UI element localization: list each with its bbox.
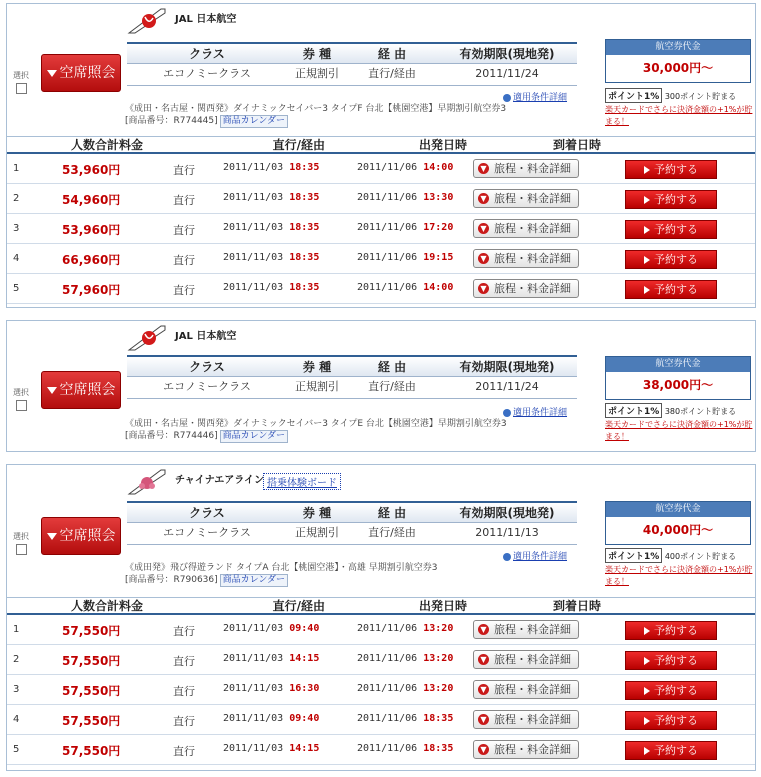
header-validity: 有効期限(現地発) <box>459 47 555 61</box>
airline-name: チャイナエアライン <box>175 475 264 486</box>
book-button-label: 予約する <box>654 744 698 757</box>
price-box-header: 航空券代金 <box>606 357 750 372</box>
arrow-circle-icon <box>503 553 511 561</box>
select-column <box>7 321 35 413</box>
row-index: 3 <box>13 684 20 695</box>
itinerary-detail-button[interactable] <box>473 249 579 268</box>
china-airlines-logo-icon <box>127 468 167 496</box>
airline-name: JAL 日本航空 <box>175 331 237 342</box>
fare-table-row <box>127 377 577 399</box>
book-button[interactable] <box>625 651 717 670</box>
fare-type: 正規割引 <box>295 67 339 80</box>
itinerary-detail-button[interactable] <box>473 710 579 729</box>
results-table <box>7 136 755 304</box>
itinerary-detail-label: 旅程・料金詳細 <box>494 162 571 175</box>
fare-table <box>127 355 577 399</box>
row-index: 2 <box>13 654 20 665</box>
product-title: 《成田・名古屋・関西発》ダイナミックセイバー3 タイプF 台北【桃園空港】早期割引航空券3 <box>125 104 507 114</box>
book-button[interactable] <box>625 621 717 640</box>
itinerary-detail-button[interactable] <box>473 189 579 208</box>
fare-table <box>127 501 577 545</box>
row-arrival: 2011/11/06 13:20 <box>357 683 454 694</box>
conditions-link-label: 適用条件詳細 <box>513 552 568 562</box>
down-arrow-icon: ▼ <box>478 253 489 264</box>
points-text: 300ポイント貯まる <box>664 92 737 101</box>
itinerary-detail-button[interactable] <box>473 620 579 639</box>
fare-table-row <box>127 64 577 86</box>
row-departure: 2011/11/03 14:15 <box>223 743 320 754</box>
book-button[interactable] <box>625 681 717 700</box>
flight-card <box>6 3 756 308</box>
product-title: 《成田・名古屋・関西発》ダイナミックセイバー3 タイプE 台北【桃園空港】早期割引航空券3 <box>125 419 507 429</box>
header-route-type: 直行/経由 <box>272 138 325 152</box>
row-departure: 2011/11/03 14:15 <box>223 653 320 664</box>
book-button-label: 予約する <box>654 654 698 667</box>
fare-table <box>127 42 577 86</box>
row-route: 直行 <box>173 745 195 758</box>
flight-card <box>6 320 756 452</box>
row-price: 57,550円 <box>62 714 121 728</box>
itinerary-detail-label: 旅程・料金詳細 <box>494 282 571 295</box>
header-class: クラス <box>189 360 225 374</box>
select-column <box>7 465 35 557</box>
fare-type: 正規割引 <box>295 380 339 393</box>
header-route: 経 由 <box>377 506 407 520</box>
price-value: 38,000円〜 <box>642 378 714 392</box>
itinerary-detail-label: 旅程・料金詳細 <box>494 683 571 696</box>
fare-class: エコノミークラス <box>163 526 251 539</box>
itinerary-detail-label: 旅程・料金詳細 <box>494 192 571 205</box>
row-route: 直行 <box>173 194 195 207</box>
arrow-circle-icon <box>503 94 511 102</box>
boarding-board-link[interactable]: 搭乗体験ボード <box>263 473 341 490</box>
itinerary-detail-button[interactable] <box>473 740 579 759</box>
row-departure: 2011/11/03 18:35 <box>223 222 320 233</box>
product-calendar-link[interactable]: 商品カレンダー <box>220 115 288 128</box>
price-box-header: 航空券代金 <box>606 502 750 517</box>
row-route: 直行 <box>173 625 195 638</box>
play-arrow-icon <box>644 717 650 725</box>
price-value: 40,000円〜 <box>642 523 714 537</box>
results-header <box>7 136 755 154</box>
results-table <box>7 597 755 765</box>
row-index: 1 <box>13 163 20 174</box>
select-label: 選択 <box>13 71 29 80</box>
points-badge: ポイント1% <box>605 548 662 563</box>
row-departure: 2011/11/03 18:35 <box>223 162 320 173</box>
play-arrow-icon <box>644 286 650 294</box>
header-route: 経 由 <box>377 360 407 374</box>
select-label: 選択 <box>13 532 29 541</box>
result-row <box>7 214 755 244</box>
book-button[interactable] <box>625 711 717 730</box>
fare-table-row <box>127 523 577 545</box>
product-calendar-link[interactable]: 商品カレンダー <box>220 574 288 587</box>
itinerary-detail-button[interactable] <box>473 279 579 298</box>
row-price: 57,960円 <box>62 283 121 297</box>
rakuten-card-link[interactable]: 楽天カードでさらに決済金額の+1%が貯まる！ <box>605 420 753 441</box>
result-row <box>7 645 755 675</box>
down-arrow-icon: ▼ <box>478 283 489 294</box>
dropdown-arrow-icon <box>47 387 57 394</box>
header-type: 券 種 <box>302 506 332 520</box>
header-total-price: 人数合計料金 <box>70 138 143 152</box>
down-arrow-icon: ▼ <box>478 193 489 204</box>
fare-table-header <box>127 501 577 523</box>
points-badge: ポイント1% <box>605 88 662 103</box>
fare-table-header <box>127 42 577 64</box>
row-departure: 2011/11/03 09:40 <box>223 623 320 634</box>
row-arrival: 2011/11/06 14:00 <box>357 162 454 173</box>
select-label: 選択 <box>13 388 29 397</box>
itinerary-detail-label: 旅程・料金詳細 <box>494 653 571 666</box>
price-box <box>605 39 751 83</box>
header-class: クラス <box>189 506 225 520</box>
header-validity: 有効期限(現地発) <box>459 506 555 520</box>
itinerary-detail-button[interactable] <box>473 219 579 238</box>
price-box-header: 航空券代金 <box>606 40 750 55</box>
down-arrow-icon: ▼ <box>478 714 489 725</box>
seat-inquiry-button[interactable] <box>41 371 121 409</box>
row-departure: 2011/11/03 18:35 <box>223 252 320 263</box>
points-info <box>605 403 736 418</box>
header-class: クラス <box>189 47 225 61</box>
row-price: 53,960円 <box>62 163 121 177</box>
row-arrival: 2011/11/06 13:20 <box>357 623 454 634</box>
down-arrow-icon: ▼ <box>478 223 489 234</box>
row-arrival: 2011/11/06 18:35 <box>357 713 454 724</box>
row-arrival: 2011/11/06 13:20 <box>357 653 454 664</box>
book-button-label: 予約する <box>654 253 698 266</box>
book-button-label: 予約する <box>654 624 698 637</box>
row-price: 57,550円 <box>62 744 121 758</box>
book-button-label: 予約する <box>654 684 698 697</box>
select-checkbox[interactable] <box>16 400 27 411</box>
result-row <box>7 615 755 645</box>
fare-route: 直行/経由 <box>368 67 416 80</box>
result-row <box>7 244 755 274</box>
play-arrow-icon <box>644 196 650 204</box>
row-price: 66,960円 <box>62 253 121 267</box>
points-info <box>605 548 736 563</box>
book-button[interactable] <box>625 741 717 760</box>
result-row <box>7 675 755 705</box>
fare-validity: 2011/11/13 <box>475 526 539 539</box>
row-route: 直行 <box>173 254 195 267</box>
row-price: 57,550円 <box>62 624 121 638</box>
row-arrival: 2011/11/06 13:30 <box>357 192 454 203</box>
book-button[interactable] <box>625 190 717 209</box>
play-arrow-icon <box>644 166 650 174</box>
fare-class: エコノミークラス <box>163 67 251 80</box>
itinerary-detail-button[interactable] <box>473 159 579 178</box>
down-arrow-icon: ▼ <box>478 744 489 755</box>
rakuten-card-link[interactable]: 楽天カードでさらに決済金額の+1%が貯まる！ <box>605 565 753 586</box>
row-route: 直行 <box>173 284 195 297</box>
row-index: 4 <box>13 714 20 725</box>
header-route: 経 由 <box>377 47 407 61</box>
dropdown-arrow-icon <box>47 533 57 540</box>
fare-route: 直行/経由 <box>368 526 416 539</box>
play-arrow-icon <box>644 657 650 665</box>
product-description <box>125 419 595 443</box>
book-button[interactable] <box>625 220 717 239</box>
book-button-label: 予約する <box>654 193 698 206</box>
seat-inquiry-button[interactable] <box>41 517 121 555</box>
row-arrival: 2011/11/06 14:00 <box>357 282 454 293</box>
play-arrow-icon <box>644 226 650 234</box>
fare-validity: 2011/11/24 <box>475 67 539 80</box>
row-route: 直行 <box>173 685 195 698</box>
fare-table-header <box>127 355 577 377</box>
row-departure: 2011/11/03 16:30 <box>223 683 320 694</box>
product-number: [商品番号：R774445] <box>125 116 218 126</box>
product-number: [商品番号：R774446] <box>125 431 218 441</box>
book-button-label: 予約する <box>654 163 698 176</box>
dropdown-arrow-icon <box>47 70 57 77</box>
header-arrival: 到着日時 <box>552 138 601 152</box>
price-value: 30,000円〜 <box>642 61 714 75</box>
result-row <box>7 735 755 765</box>
itinerary-detail-label: 旅程・料金詳細 <box>494 713 571 726</box>
row-price: 57,550円 <box>62 684 121 698</box>
row-index: 3 <box>13 223 20 234</box>
conditions-link[interactable] <box>503 405 567 418</box>
arrow-circle-icon <box>503 409 511 417</box>
header-type: 券 種 <box>302 47 332 61</box>
header-arrival: 到着日時 <box>552 599 601 613</box>
conditions-link[interactable] <box>503 549 567 562</box>
book-button[interactable] <box>625 160 717 179</box>
header-departure: 出発日時 <box>418 599 467 613</box>
row-route: 直行 <box>173 715 195 728</box>
down-arrow-icon: ▼ <box>478 624 489 635</box>
result-row <box>7 184 755 214</box>
jal-logo-icon <box>127 7 167 35</box>
header-validity: 有効期限(現地発) <box>459 360 555 374</box>
row-arrival: 2011/11/06 17:20 <box>357 222 454 233</box>
select-checkbox[interactable] <box>16 544 27 555</box>
row-arrival: 2011/11/06 19:15 <box>357 252 454 263</box>
header-total-price: 人数合計料金 <box>70 599 143 613</box>
row-index: 5 <box>13 744 20 755</box>
points-info <box>605 88 736 103</box>
row-departure: 2011/11/03 18:35 <box>223 192 320 203</box>
seat-inquiry-button[interactable] <box>41 54 121 92</box>
jal-logo-icon <box>127 324 167 352</box>
product-title: 《成田発》飛び得遊ランド タイプA 台北【桃園空港】・高雄 早期割引航空券3 <box>125 563 438 573</box>
play-arrow-icon <box>644 687 650 695</box>
result-row <box>7 154 755 184</box>
fare-route: 直行/経由 <box>368 380 416 393</box>
play-arrow-icon <box>644 256 650 264</box>
conditions-link[interactable] <box>503 90 567 103</box>
fare-type: 正規割引 <box>295 526 339 539</box>
row-departure: 2011/11/03 09:40 <box>223 713 320 724</box>
points-text: 380ポイント貯まる <box>664 407 737 416</box>
down-arrow-icon: ▼ <box>478 654 489 665</box>
airline-name: JAL 日本航空 <box>175 14 237 25</box>
row-route: 直行 <box>173 655 195 668</box>
points-text: 400ポイント貯まる <box>664 552 737 561</box>
book-button-label: 予約する <box>654 223 698 236</box>
points-badge: ポイント1% <box>605 403 662 418</box>
results-header <box>7 597 755 615</box>
itinerary-detail-button[interactable] <box>473 650 579 669</box>
row-index: 1 <box>13 624 20 635</box>
row-route: 直行 <box>173 164 195 177</box>
play-arrow-icon <box>644 747 650 755</box>
select-checkbox[interactable] <box>16 83 27 94</box>
price-box <box>605 356 751 400</box>
book-button[interactable] <box>625 250 717 269</box>
seat-inquiry-label: 空席照会 <box>59 65 116 81</box>
book-button-label: 予約する <box>654 714 698 727</box>
itinerary-detail-label: 旅程・料金詳細 <box>494 222 571 235</box>
seat-inquiry-label: 空席照会 <box>59 382 116 398</box>
book-button-label: 予約する <box>654 283 698 296</box>
itinerary-detail-label: 旅程・料金詳細 <box>494 623 571 636</box>
result-row <box>7 274 755 304</box>
row-index: 2 <box>13 193 20 204</box>
product-description <box>125 563 595 587</box>
row-arrival: 2011/11/06 18:35 <box>357 743 454 754</box>
itinerary-detail-button[interactable] <box>473 680 579 699</box>
itinerary-detail-label: 旅程・料金詳細 <box>494 743 571 756</box>
conditions-link-label: 適用条件詳細 <box>513 408 568 418</box>
down-arrow-icon: ▼ <box>478 163 489 174</box>
row-price: 54,960円 <box>62 193 121 207</box>
row-index: 5 <box>13 283 20 294</box>
flight-card <box>6 464 756 771</box>
conditions-link-label: 適用条件詳細 <box>513 93 568 103</box>
play-arrow-icon <box>644 627 650 635</box>
price-box <box>605 501 751 545</box>
header-departure: 出発日時 <box>418 138 467 152</box>
header-route-type: 直行/経由 <box>272 599 325 613</box>
select-column <box>7 4 35 96</box>
fare-validity: 2011/11/24 <box>475 380 539 393</box>
row-price: 53,960円 <box>62 223 121 237</box>
row-route: 直行 <box>173 224 195 237</box>
product-number: [商品番号：R790636] <box>125 575 218 585</box>
product-description <box>125 104 595 128</box>
seat-inquiry-label: 空席照会 <box>59 528 116 544</box>
row-price: 57,550円 <box>62 654 121 668</box>
product-calendar-link[interactable]: 商品カレンダー <box>220 430 288 443</box>
fare-class: エコノミークラス <box>163 380 251 393</box>
row-index: 4 <box>13 253 20 264</box>
book-button[interactable] <box>625 280 717 299</box>
row-departure: 2011/11/03 18:35 <box>223 282 320 293</box>
itinerary-detail-label: 旅程・料金詳細 <box>494 252 571 265</box>
result-row <box>7 705 755 735</box>
rakuten-card-link[interactable]: 楽天カードでさらに決済金額の+1%が貯まる！ <box>605 105 753 126</box>
header-type: 券 種 <box>302 360 332 374</box>
down-arrow-icon: ▼ <box>478 684 489 695</box>
